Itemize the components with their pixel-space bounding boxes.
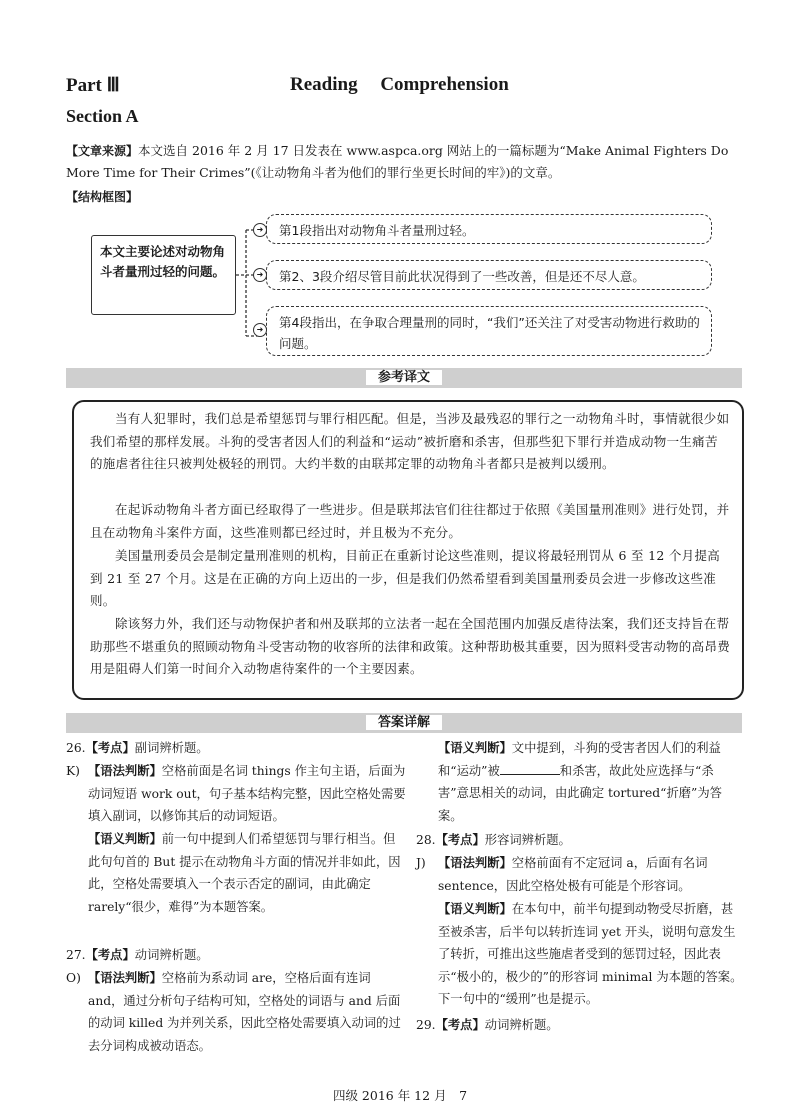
structure-point-2: 第2、3段介绍尽管目前此状况得到了一些改善，但是还不尽人意。 (266, 260, 712, 290)
translation-paragraph: 当有人犯罪时，我们总是希望惩罚与罪行相匹配。但是，当涉及最残忍的罪行之一动物角斗时，事情就很少如我们希望的那样发展。斗狗的受害者因人们的利益和“运动”被折磨和杀害，但那些犯下罪行并造成动物一生痛苦的施虐者往往只被判处极轻的刑罚。大约半数的由联邦定罪的动物角斗者都只是被判以缓刑。 (90, 411, 730, 472)
section-title: Section A (66, 106, 139, 126)
answer-q26-topic: 26.【考点】副词辨析题。 (66, 741, 209, 755)
answer-letter: J) (416, 856, 426, 870)
answer-q27-topic: 27.【考点】动词辨析题。 (66, 948, 209, 962)
translation-paragraph: 在起诉动物角斗者方面已经取得了一些进步。但是联邦法官们往往都过于依照《美国量刑准则》进行处罚，并且在动物角斗案件方面，这些准则都已经过时，并且极为不充分。 (90, 502, 730, 540)
answer-explanation: 【语法判断】空格前面有不定冠词 a，后面有名词 sentence，因此空格处极有可能是个形容词。 (438, 856, 708, 893)
part-title: Part Ⅲ (66, 75, 120, 96)
answer-q28-topic: 28.【考点】形容词辨析题。 (416, 833, 571, 847)
page-footer: 四级 2016 年 12 月 7 (332, 1088, 468, 1103)
source-label: 【文章来源】 (66, 144, 139, 158)
answer-letter: O) (66, 971, 81, 985)
arrow-icon: ➜ (253, 223, 267, 237)
answer-q29-topic: 29.【考点】动词辨析题。 (416, 1018, 559, 1032)
translation-heading: 参考译文 (66, 368, 742, 388)
translation-paragraph: 美国量刑委员会是制定量刑准则的机构，目前正在重新讨论这些准则，提议将最轻刑罚从 6 至 12 个月提高到 21 至 27 个月。这是在正确的方向上迈出的一步，但是我们仍然希望看到美国量刑委员会进一步修改这些准则。 (90, 548, 721, 609)
answers-heading: 答案详解 (66, 713, 742, 733)
part-subtitle: Reading Comprehension (290, 74, 509, 95)
source-text: 本文选自 2016 年 2 月 17 日发表在 www.aspca.org 网站上的一篇标题为“Make Animal Fighters Do More Time for Their Crimes”(《让动物角斗者为他们的罪行坐更长时间的牢》)的文章。 (66, 143, 729, 180)
arrow-icon: ➜ (253, 268, 267, 282)
answer-explanation: 【语义判断】文中提到，斗狗的受害者因人们的利益和“运动”被 和杀害，故此处应选择与“杀害”意思相关的动词，由此确定 tortured“折磨”为答案。 (438, 741, 722, 823)
structure-point-3: 第4段指出，在争取合理量刑的同时，“我们”还关注了对受害动物进行救助的问题。 (266, 306, 712, 356)
answer-explanation: 【语法判断】空格前面是名词 things 作主句主语，后面为动词短语 work out，句子基本结构完整，因此空格处需要填入副词，以修饰其后的动词短语。 (88, 764, 406, 824)
translation-paragraph: 除该努力外，我们还与动物保护者和州及联邦的立法者一起在全国范围内加强反虐待法案，我们还支持旨在帮助那些不堪重负的照顾动物角斗受害动物的收容所的法律和政策。这种帮助极其重要，因为照料受害动物的高昂费用是阻碍人们第一时间介入动物虐待案件的一个主要因素。 (90, 616, 731, 677)
answer-blank (500, 762, 560, 775)
structure-label: 【结构框图】 (66, 190, 139, 204)
structure-main-box: 本文主要论述对动物角斗者量刑过轻的问题。 (91, 235, 236, 315)
structure-point-1: 第1段指出对动物角斗者量刑过轻。 (266, 214, 712, 244)
arrow-icon: ➜ (253, 323, 267, 337)
source-paragraph (66, 140, 746, 184)
answer-letter: K) (66, 764, 80, 778)
answer-explanation: 【语法判断】空格前为系动词 are，空格后面有连词 and，通过分析句子结构可知，空格处的词语与 and 后面的动词 killed 为并列关系，因此空格处需要填入动词的过去分词构成被动语态。 (88, 971, 401, 1053)
answer-explanation: 【语义判断】前一句中提到人们希望惩罚与罪行相当。但此句句首的 But 提示在动物角斗方面的情况并非如此，因此，空格处需要填入一个表示否定的副词，由此确定 rarely“很少，难得”为本题答案。 (88, 832, 401, 914)
answer-explanation: 【语义判断】在本句中，前半句提到动物受尽折磨，甚至被杀害，后半句以转折连词 yet 开头，说明句意发生了转折，可推出这些施虐者受到的惩罚过轻，因此表示“极小的，极少的”的形容词 minimal 为本题的答案。下一句中的“缓刑”也是提示。 (438, 902, 743, 1007)
